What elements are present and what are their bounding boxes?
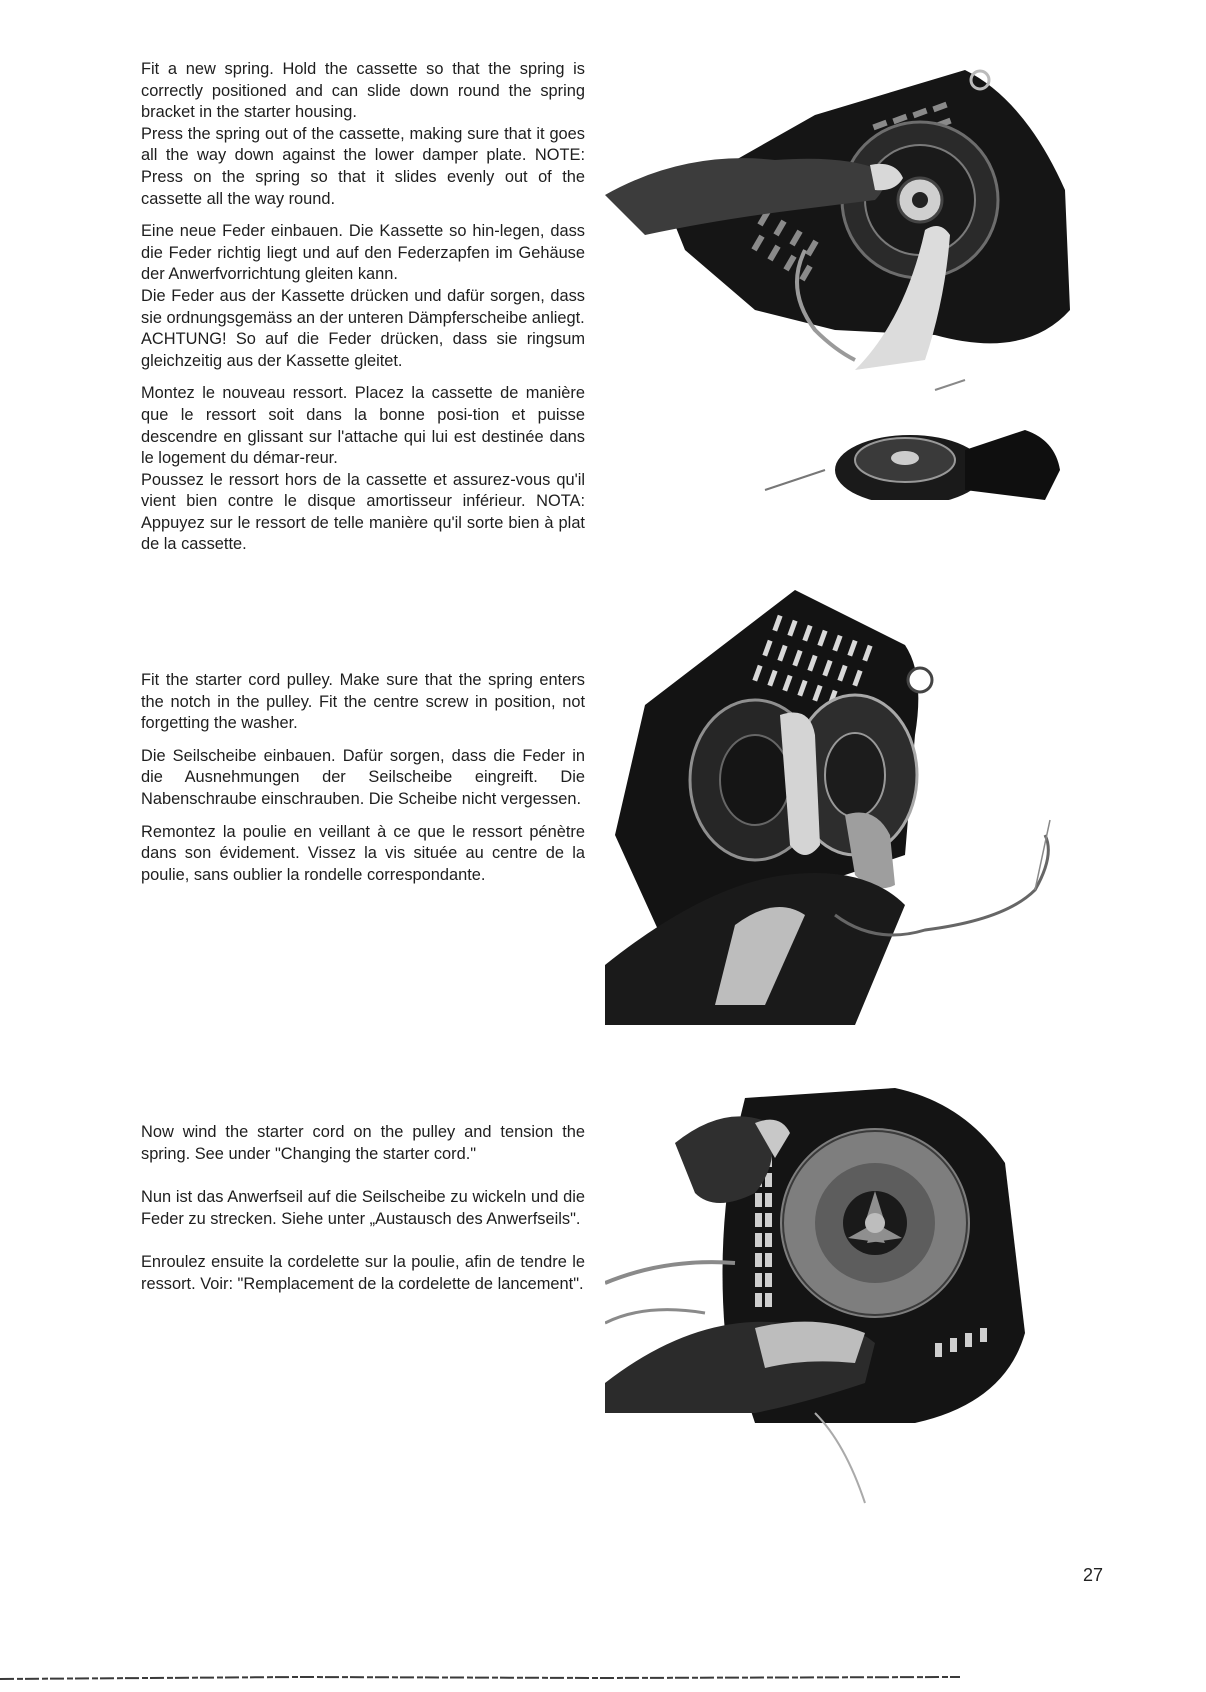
text-de-spring-2: Die Feder aus der Kassette drücken und dafür sorgen, dass sie ordnungsgemäss an der unteren Dämpferscheibe anliegt. <box>141 286 585 327</box>
text-de-spring-1: Eine neue Feder einbauen. Die Kassette so hin-legen, dass die Feder richtig liegt und auf den Federzapfen im Gehäuse der Anwerfvorrichtung gleiten kann. <box>141 222 585 284</box>
text-de-wind: Nun ist das Anwerfseil auf die Seilscheibe zu wickeln und die Feder zu strecken. Siehe unter „Austausch des Anwerfseils". <box>141 1188 585 1228</box>
text-fr-spring-2: Poussez le ressort hors de la cassette et assurez-vous qu'il vient bien contre le disque amortisseur inférieur. NOTA: Appuyez sur le ressort de telle manière qu'il sorte bien à plat de la cassette. <box>141 470 585 554</box>
text-en-pulley: Fit the starter cord pulley. Make sure that the spring enters the notch in the pulley. Fit the centre screw in position, not forgetting the washer. <box>141 671 585 733</box>
spring-cassette-photo <box>605 60 1085 500</box>
text-fr-wind: Enroulez ensuite la cordelette sur la poulie, afin de tendre le ressort. Voir: "Remplacement de la cordelette de lancement". <box>141 1253 585 1293</box>
scan-edge-artifact <box>0 1672 1206 1682</box>
wind-cord-photo <box>605 1083 1080 1523</box>
text-fr-pulley: Remontez la poulie en veillant à ce que le ressort pénètre dans son évidement. Vissez la vis située au centre de la poulie, sans oublier la rondelle correspondante. <box>141 822 585 884</box>
text-fr-spring-1: Montez le nouveau ressort. Placez la cassette de manière que le ressort soit dans la bonne posi-tion et puisse descendre en glissant sur l'attache qui lui est destinée dans le logement du démar-reur. <box>141 384 585 468</box>
instruction-block-pulley <box>141 670 585 886</box>
text-en-wind: Now wind the starter cord on the pulley and tension the spring. See under "Changing the starter cord." <box>141 1123 585 1163</box>
page-number: 27 <box>1083 1565 1104 1585</box>
instruction-block-spring <box>141 59 585 556</box>
starter-pulley-photo <box>605 585 1090 1025</box>
text-en-spring-1: Fit a new spring. Hold the cassette so that the spring is correctly positioned and can slide down round the spring bracket in the starter housing. <box>141 60 585 122</box>
text-en-spring-2: Press the spring out of the cassette, making sure that it goes all the way down against the lower damper plate. NOTE: Press on the spring so that it slides evenly out of the cassette all the way round. <box>141 124 585 208</box>
instruction-block-wind-cord <box>141 1122 585 1296</box>
text-de-pulley: Die Seilscheibe einbauen. Dafür sorgen, dass die Feder in die Ausnehmungen der Seilscheibe eingreift. Die Nabenschraube einschrauben. Die Scheibe nicht vergessen. <box>141 746 585 808</box>
text-de-spring-3: ACHTUNG! So auf die Feder drücken, dass sie ringsum gleichzeitig aus der Kassette gleitet. <box>141 330 585 370</box>
